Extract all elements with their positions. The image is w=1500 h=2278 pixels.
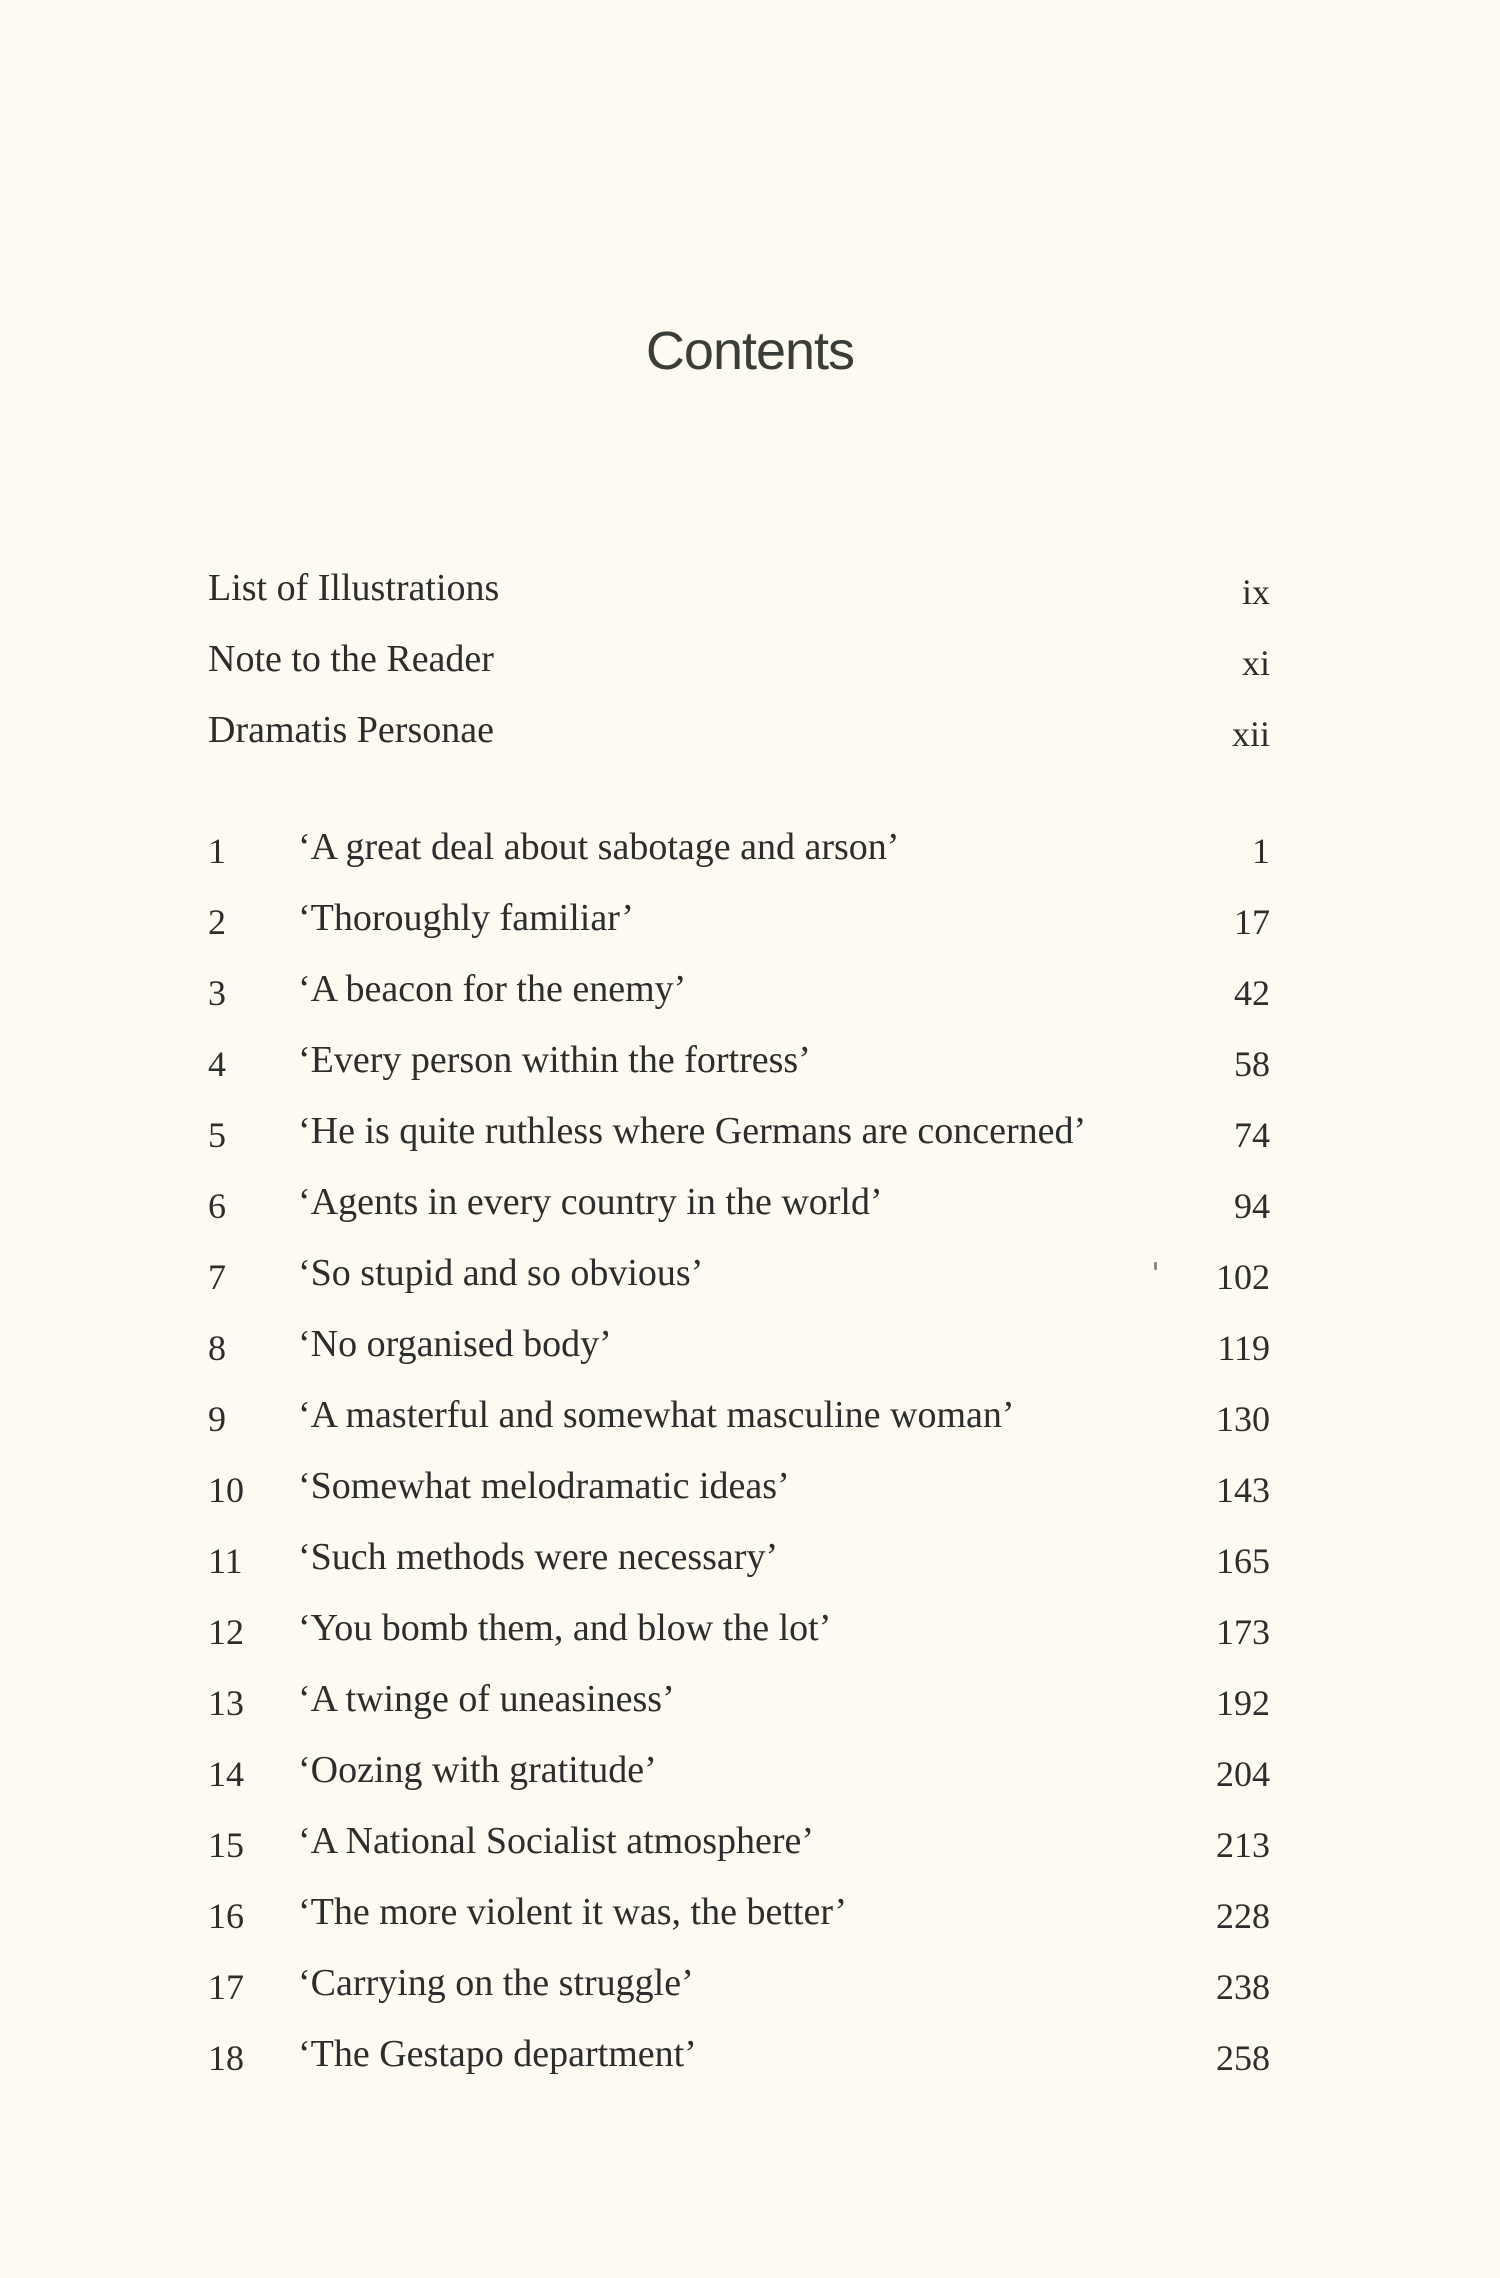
chapter-title: ‘Carrying on the struggle’ — [298, 1962, 694, 2004]
chapter-page-number: 58 — [1234, 1044, 1270, 1084]
chapter-entry[interactable] — [208, 1669, 1270, 1740]
chapter-number: 17 — [208, 1967, 244, 2007]
chapter-title: ‘Every person within the fortress’ — [298, 1039, 811, 1081]
chapter-title: ‘So stupid and so obvious’ — [298, 1252, 704, 1294]
chapter-number: 9 — [208, 1399, 226, 1439]
chapter-title: ‘Somewhat melodramatic ideas’ — [298, 1465, 790, 1507]
chapter-page-number: 94 — [1234, 1186, 1270, 1226]
chapter-number: 1 — [208, 831, 226, 871]
chapter-title: ‘You bomb them, and blow the lot’ — [298, 1607, 832, 1649]
entry-page-number: xii — [1231, 714, 1270, 754]
chapter-page-number: 17 — [1234, 902, 1270, 942]
chapter-page-number: 143 — [1216, 1470, 1270, 1510]
chapter-page-number: 165 — [1216, 1541, 1270, 1581]
chapter-number: 15 — [208, 1825, 244, 1865]
chapter-number: 14 — [208, 1754, 244, 1794]
chapter-page-number: 42 — [1234, 973, 1270, 1013]
chapter-title: ‘The Gestapo department’ — [298, 2033, 697, 2075]
chapter-entry[interactable] — [208, 959, 1270, 1030]
chapter-entry[interactable] — [208, 1172, 1270, 1243]
chapter-number: 11 — [208, 1541, 243, 1581]
chapter-page-number: 213 — [1216, 1825, 1270, 1865]
chapter-number: 7 — [208, 1257, 226, 1297]
chapter-page-number: 192 — [1216, 1683, 1270, 1723]
page-title: Contents — [645, 321, 855, 381]
chapter-title: ‘He is quite ruthless where Germans are concerned’ — [298, 1110, 1087, 1152]
chapter-title: ‘A twinge of uneasiness’ — [298, 1678, 675, 1720]
front-matter-list — [208, 558, 1270, 771]
chapter-entry[interactable] — [208, 1456, 1270, 1527]
entry-title: Note to the Reader — [208, 638, 494, 680]
chapter-number: 5 — [208, 1115, 226, 1155]
chapter-page-number: 258 — [1216, 2038, 1270, 2078]
toc-entry[interactable] — [208, 700, 1270, 771]
chapter-title: ‘The more violent it was, the better’ — [298, 1891, 848, 1933]
chapter-number: 4 — [208, 1044, 226, 1084]
chapter-entry[interactable] — [208, 1243, 1270, 1314]
chapter-number: 8 — [208, 1328, 226, 1368]
chapter-title: ‘Oozing with gratitude’ — [298, 1749, 657, 1791]
chapter-page-number: 130 — [1216, 1399, 1270, 1439]
chapter-number: 12 — [208, 1612, 244, 1652]
entry-title: Dramatis Personae — [208, 709, 494, 751]
chapter-number: 18 — [208, 2038, 244, 2078]
toc-entry[interactable] — [208, 558, 1270, 629]
chapter-title: ‘Agents in every country in the world’ — [298, 1181, 883, 1223]
chapter-entry[interactable] — [208, 888, 1270, 959]
chapter-entry[interactable] — [208, 1527, 1270, 1598]
chapter-title: ‘A beacon for the enemy’ — [298, 968, 687, 1010]
chapter-page-number: 204 — [1216, 1754, 1270, 1794]
chapter-entry[interactable] — [208, 1030, 1270, 1101]
chapter-entry[interactable] — [208, 1101, 1270, 1172]
chapter-number: 13 — [208, 1683, 244, 1723]
entry-page-number: xi — [1241, 643, 1270, 683]
entry-title: List of Illustrations — [208, 567, 500, 609]
chapter-list — [208, 817, 1270, 2095]
chapter-number: 16 — [208, 1896, 244, 1936]
chapter-entry[interactable] — [208, 817, 1270, 888]
chapter-title: ‘Thoroughly familiar’ — [298, 897, 634, 939]
chapter-page-number: 228 — [1216, 1896, 1270, 1936]
chapter-page-number: 238 — [1216, 1967, 1270, 2007]
chapter-entry[interactable] — [208, 1811, 1270, 1882]
chapter-page-number: 74 — [1234, 1115, 1270, 1155]
chapter-title: ‘A National Socialist atmosphere’ — [298, 1820, 815, 1862]
chapter-number: 3 — [208, 973, 226, 1013]
chapter-page-number: 102 — [1216, 1257, 1270, 1297]
chapter-entry[interactable] — [208, 1740, 1270, 1811]
chapter-entry[interactable] — [208, 1385, 1270, 1456]
chapter-number: 6 — [208, 1186, 226, 1226]
chapter-entry[interactable] — [208, 1953, 1270, 2024]
chapter-number: 10 — [208, 1470, 244, 1510]
chapter-number: 2 — [208, 902, 226, 942]
chapter-page-number: 1 — [1252, 831, 1270, 871]
chapter-title: ‘Such methods were necessary’ — [298, 1536, 779, 1578]
toc-entry[interactable] — [208, 629, 1270, 700]
chapter-title: ‘A great deal about sabotage and arson’ — [298, 826, 900, 868]
chapter-page-number: 173 — [1216, 1612, 1270, 1652]
chapter-title: ‘No organised body’ — [298, 1323, 612, 1365]
chapter-page-number: 119 — [1217, 1328, 1270, 1368]
chapter-entry[interactable] — [208, 1598, 1270, 1669]
chapter-entry[interactable] — [208, 1882, 1270, 1953]
page-speck — [1154, 1262, 1157, 1270]
chapter-title: ‘A masterful and somewhat masculine woman’ — [298, 1394, 1015, 1436]
chapter-entry[interactable] — [208, 2024, 1270, 2095]
entry-page-number: ix — [1241, 572, 1270, 612]
chapter-entry[interactable] — [208, 1314, 1270, 1385]
